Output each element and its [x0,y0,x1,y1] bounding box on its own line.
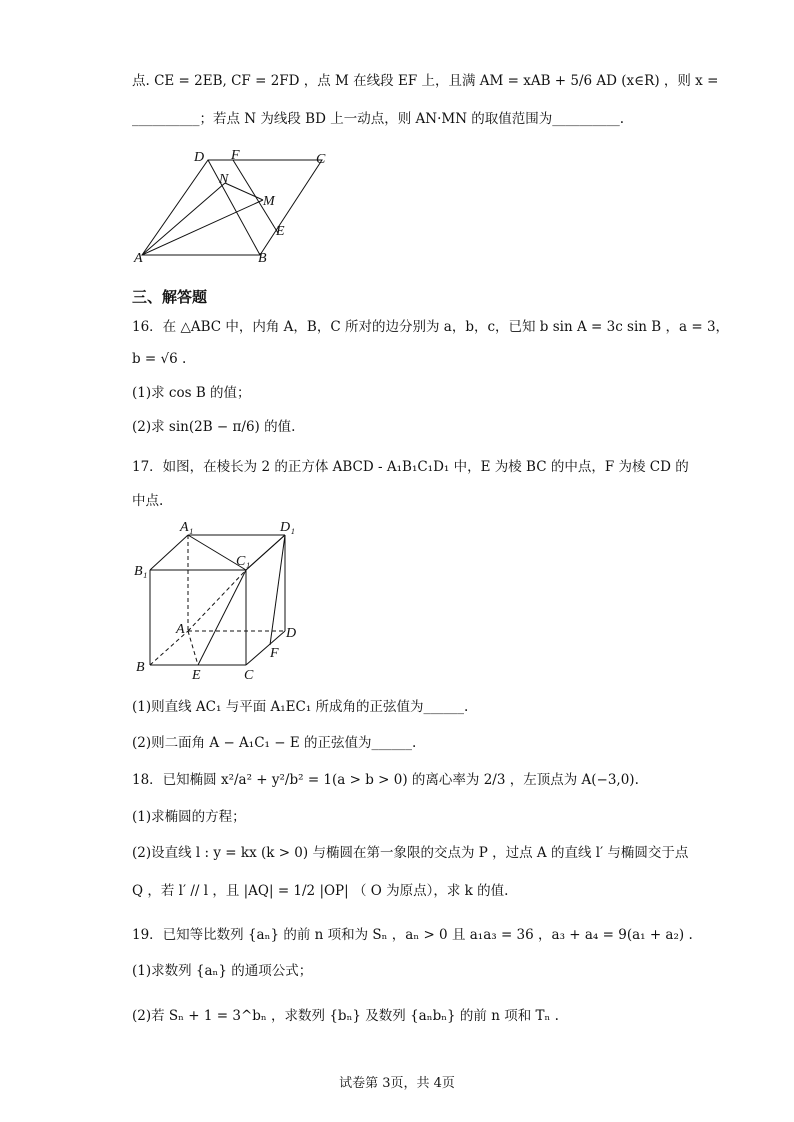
q19-part2: (2)若 Sₙ + 1 = 3^bₙ ，求数列 {bₙ} 及数列 {aₙbₙ} 的前 n 项和 Tₙ . [132,1008,559,1024]
q16-part2: (2)求 sin(2B − π/6) 的值. [132,419,296,435]
q15-line1: 点. CE = 2EB, CF = 2FD ，点 M 在线段 EF 上，且满 AM = xAB + 5/6 AD (x∈R) ，则 x = [132,73,719,89]
q19-part1: (1)求数列 {aₙ} 的通项公式； [132,963,313,979]
label-F: F [270,646,279,661]
q18-part1: (1)求椭圆的方程； [132,809,246,825]
q17-cube-figure [130,515,310,685]
q16-line1: 16．在 △ABC 中，内角 A，B，C 所对的边分别为 a，b，c，已知 b sin A = 3c sin B ，a = 3， [132,319,730,335]
q16-part1: (1)求 cos B 的值； [132,385,251,401]
label-A: A [134,251,143,266]
label-F: F [231,148,240,163]
label-M: M [263,194,275,209]
q17-line2: 中点. [132,493,164,509]
label-A1: A₁ [180,520,194,535]
q15-line2: __________；若点 N 为线段 BD 上一动点，则 AN·MN 的取值范围为__________. [132,111,625,127]
page-footer: 试卷第 3页，共 4页 [339,1076,455,1091]
q16-line2: b = √6 . [132,351,187,367]
q18-line1: 18．已知椭圆 x²/a² + y²/b² = 1(a > b > 0) 的离心率为 2/3 ，左顶点为 A(−3,0). [132,772,639,788]
label-N: N [219,172,229,187]
q17-part2: (2)则二面角 A − A₁C₁ − E 的正弦值为______. [132,735,417,751]
label-C1: C₁ [236,554,251,569]
label-B1: B₁ [134,564,148,579]
q18-part2b: Q ，若 l′ // l ，且 |AQ| = 1/2 |OP| （ O 为原点），求 k 的值. [132,883,509,899]
q15-parallelogram-figure [130,145,350,270]
q18-part2a: (2)设直线 l : y = kx (k > 0) 与椭圆在第一象限的交点为 P ，过点 A 的直线 l′ 与椭圆交于点 [132,845,689,861]
label-E: E [192,668,201,683]
q17-line1: 17．如图，在棱长为 2 的正方体 ABCD - A₁B₁C₁D₁ 中，E 为棱 BC 的中点，F 为棱 CD 的 [132,459,689,475]
label-C: C [316,152,326,167]
q19-line1: 19．已知等比数列 {aₙ} 的前 n 项和为 Sₙ ，aₙ > 0 且 a₁a₃ = 36 ，a₃ + a₄ = 9(a₁ + a₂) . [132,927,693,943]
label-E: E [276,224,285,239]
label-B: B [136,660,145,675]
label-D: D [286,626,297,641]
label-C: C [244,668,254,683]
label-A: A [176,622,185,637]
section-title: 三、解答题 [132,288,208,306]
label-B: B [258,251,267,266]
q17-part1: (1)则直线 AC₁ 与平面 A₁EC₁ 所成角的正弦值为______. [132,699,469,715]
label-D1: D₁ [280,520,295,535]
label-D: D [194,150,205,165]
